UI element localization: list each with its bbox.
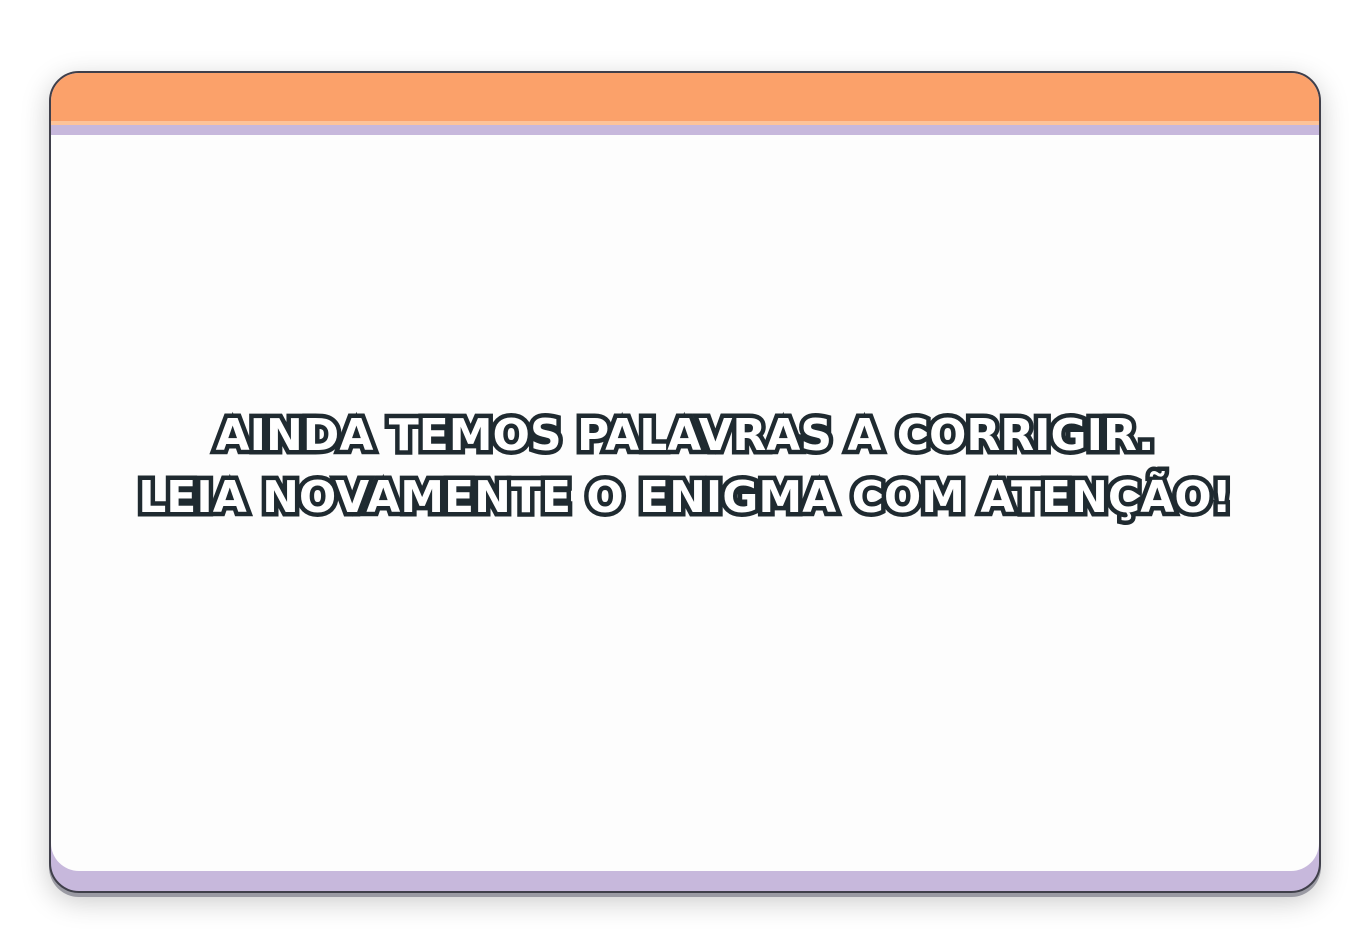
dialog-header-bar [51,73,1319,123]
feedback-message-line-2: LEIA NOVAMENTE O ENIGMA COM ATENÇÃO! [138,472,1232,523]
feedback-message-line-1: AINDA TEMOS PALAVRAS A CORRIGIR. [215,410,1155,461]
feedback-message [51,405,1319,529]
feedback-dialog [49,71,1321,893]
dialog-header-stripe [51,125,1319,135]
dialog-body [51,135,1319,871]
